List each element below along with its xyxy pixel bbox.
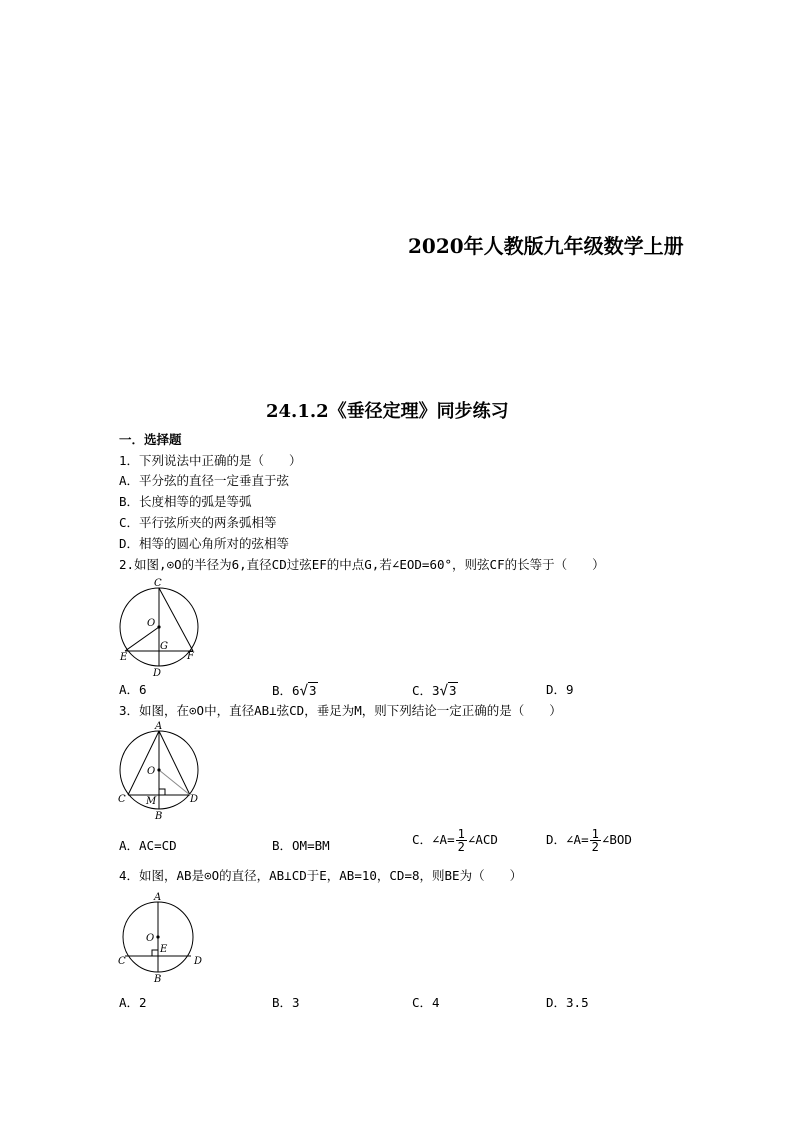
question-1-option-d: D．相等的圆心角所对的弦相等: [119, 536, 290, 551]
q2-label-c: C: [154, 578, 162, 589]
question-4-option-c: C．4: [412, 995, 440, 1010]
question-3-option-b: B．OM=BM: [272, 838, 330, 853]
question-2-stem: 2.如图,⊙O的半径为6,直径CD过弦EF的中点G,若∠EOD=60°，则弦CF的长等于（ ）: [119, 557, 605, 572]
question-3-option-d: [546, 828, 632, 853]
q3-option-c-suffix: ∠ACD: [467, 832, 498, 847]
q2-label-d: D: [153, 668, 162, 679]
q2-option-c-prefix: C．3: [412, 683, 440, 698]
q4-right-angle-mark: [152, 950, 158, 956]
question-2-option-d: D．9: [546, 682, 574, 697]
q3-option-d-fraction: [590, 828, 601, 853]
q2-radius-oe: [125, 627, 159, 651]
q2-option-b-prefix: B．6: [272, 683, 300, 698]
q3-option-d-suffix: ∠BOD: [601, 832, 632, 847]
q3-option-d-denominator: 2: [591, 840, 599, 854]
q2-center-dot: [157, 625, 160, 628]
document-title: 2020年人教版九年级数学上册: [408, 234, 684, 258]
question-4-stem: 4．如图，AB是⊙O的直径，AB⊥CD于E，AB=10，CD=8，则BE为（ ）: [119, 868, 523, 883]
q4-label-c: C: [118, 956, 126, 967]
part-label: 一．选择题: [119, 432, 182, 447]
q2-label-g: G: [160, 641, 168, 652]
q4-label-o: O: [146, 933, 155, 944]
q3-option-d-prefix: D．∠A=: [546, 832, 589, 847]
question-4-option-d: D．3.5: [546, 995, 589, 1010]
question-4-figure: [112, 888, 208, 986]
q3-radius-od: [159, 770, 190, 795]
section-title: 24.1.2《垂径定理》同步练习: [266, 401, 509, 422]
q2-label-f: F: [187, 651, 194, 662]
q3-label-d: D: [190, 794, 199, 805]
q2-option-b-radicand: 3: [309, 683, 317, 698]
question-1-option-c: C．平行弦所夹的两条弧相等: [119, 515, 277, 530]
q4-center-dot: [156, 935, 159, 938]
q3-option-d-numerator: 1: [591, 827, 599, 841]
q3-label-b: B: [155, 811, 163, 822]
question-1-option-a: A．平分弦的直径一定垂直于弦: [119, 473, 290, 488]
question-1-stem: 1．下列说法中正确的是（ ）: [119, 453, 302, 468]
question-2-option-a: A．6: [119, 682, 147, 697]
question-3-stem: 3．如图，在⊙O中，直径AB⊥弦CD，垂足为M，则下列结论一定正确的是（ ）: [119, 703, 562, 718]
q3-right-angle-mark: [159, 789, 165, 795]
question-2-figure: [112, 576, 208, 680]
question-2-option-c: [412, 682, 458, 699]
question-1-option-b: B．长度相等的弧是等弧: [119, 494, 252, 509]
question-3-option-a: A．AC=CD: [119, 838, 177, 853]
q3-option-c-denominator: 2: [457, 840, 465, 854]
q2-label-o: O: [147, 618, 156, 629]
question-4-option-b: B．3: [272, 995, 300, 1010]
q3-option-c-fraction: [456, 828, 467, 853]
q3-label-a: A: [155, 721, 163, 732]
q4-label-e: E: [160, 944, 168, 955]
question-3-figure: [112, 718, 208, 824]
q3-label-o: O: [147, 766, 156, 777]
q3-label-c: C: [118, 794, 126, 805]
question-4-option-a: A．2: [119, 995, 147, 1010]
radical-sign: √: [299, 683, 308, 699]
q3-option-c-prefix: C．∠A=: [412, 832, 455, 847]
q4-label-b: B: [154, 974, 162, 985]
radical-sign: √: [439, 683, 448, 699]
question-2-option-b: [272, 682, 318, 699]
q3-option-c-numerator: 1: [457, 827, 465, 841]
q3-center-dot: [157, 768, 160, 771]
q4-label-a: A: [154, 892, 162, 903]
q4-label-d: D: [194, 956, 203, 967]
q2-option-c-radicand: 3: [449, 683, 457, 698]
q2-label-e: E: [120, 652, 128, 663]
question-3-option-c: [412, 828, 498, 853]
q3-label-m: M: [146, 796, 157, 807]
